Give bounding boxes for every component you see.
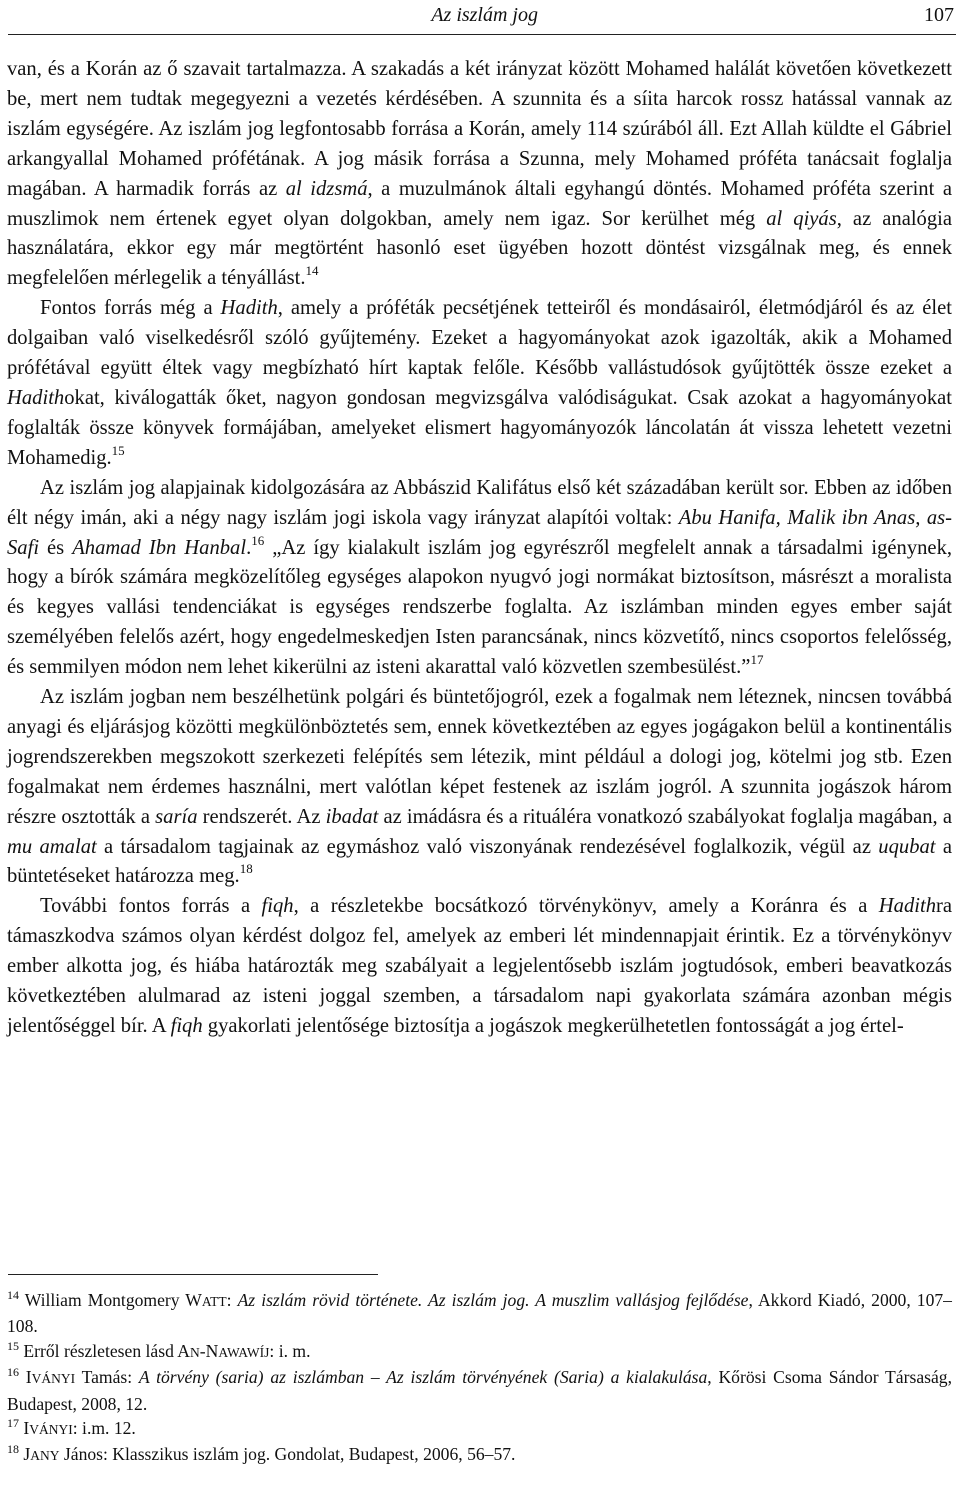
footnote-ref-15[interactable]: 15 <box>111 442 125 458</box>
page-header <box>8 0 956 35</box>
footnotes <box>7 1288 952 1469</box>
paragraph-3: Az iszlám jog alapjainak kidolgozására az Abbászid Kalifátus első két századában került sor. Ebben az időben élt négy imán, aki a négy nagy iszlám jogi iskola vagy irányzat alapítói voltak: Abu Hanifa, Malik ibn Anas, as-Safi és Ahamad Ibn Hanbal.$^{16}$ „Az így kialakult iszlám jog egyrészről megfelelt annak a társadalmi igénynek, hogy a bírók számára megközelítőleg egységes alapokon nyugvó jogi normákat biztosítson, másrészt a moralista és kegyes vallási tendenciákat is egységes rendszerbe foglalta. Az iszlámban minden egyes ember saját személyében felelős azért, hogy engedelmeskedjen Isten parancsának, nincs közvetítő, nincs csoportos felelősség, és semmilyen módon nem lehet kikerülni az isteni akarattal való közvetlen szembesülést.”$^{17}$ <box>7 476 953 679</box>
paragraph-1: van, és a Korán az ő szavait tartalmazza. A szakadás a két irányzat között Mohamed halálát követően következett be, mert nem tudtak megegyezni a vezetés kérdésében. A szunnita és a síita harcok rossz hatással vannak az iszlám egységére. Az iszlám jog legfontosabb forrása a Korán, amely 114 szúrából áll. Ezt Allah küldte el Gábriel arkangyallal Mohamed prófétának. A jog másik forrása a Szunna, mely Mohamed próféta tanácsait foglalja magában. A harmadik forrás az al idzsmá, a muzulmánok általi egyhangú döntés. Mohamed próféta szerint a muszlimok nem értenek egyet olyan dolgokban, amely nem igaz. Sor kerülhet még al qiyás, az analógia használatára, ekkor egy már megtörtént hasonló eset ügyében hozott döntést vizsgálnak meg, és ennek megfelelően mérlegelik a tényállást.$^{14}$ <box>7 58 953 290</box>
footnote-ref-18[interactable]: 18 <box>239 861 253 877</box>
body-text <box>7 55 952 1042</box>
footnote-15: $^{15}$ Erről részletesen lásd AN-NAWAWÍJ: i. m. <box>7 1338 311 1361</box>
footnote-14: $^{14}$ William Montgomery WATT: Az iszlám rövid története. Az iszlám jog. A muszlim vallásjog fejlődése, Akkord Kiadó, 2000, 107–108. <box>7 1288 952 1337</box>
paragraph-2: Fontos forrás még a Hadith, amely a próféták pecsétjének tetteiről és mondásairól, életmódjáról és az élet dolgaiban való viselkedésről szóló gyűjtemény. Ezeket a hagyományokat azok igazolták, akik a Mohamed prófétával együtt éltek vagy megbízható hírt kaptak felőle. Később vallástudósok gyűjtötték össze ezeket a Hadithokat, kiválogatták őket, nagyon gondosan megvizsgálva valódiságukat. Csak azokat a hagyományokat foglalták össze könyvek formájában, amelyeket elismert hagyományozók láncolatán át vissza lehetett vezetni Mohamedig.$^{15}$ <box>7 297 952 469</box>
footnote-ref-14[interactable]: 14 <box>305 263 319 279</box>
paragraph-4: Az iszlám jogban nem beszélhetünk polgári és büntetőjogról, ezek a fogalmak nem léteznek, nincsen továbbá anyagi és eljárásjog közötti megkülönböztetés sem, ennek következtében az egyes jogágakon belül a kontinentális jogrendszerekben megszokott szerkezeti felépítés sem létezik, mint például a dologi jog, kötelmi jog stb. Ezen fogalmakat nem érdemes használni, mert valótlan képet festenek az iszlám jogról. A szunnita jogászok három részre osztották a saría rendszerét. Az ibadat az imádásra és a rituáléra vonatkozó szabályokat foglalja magában, a mu amalat a társadalom tagjainak az egymáshoz való viszonyának rendezésével foglalkozik, végül az uqubat a büntetéseket határozza meg.$^{18}$ <box>7 686 952 888</box>
footnote-ref-16[interactable]: 16 <box>251 532 265 548</box>
footnote-18: $^{18}$ JANY János: Klasszikus iszlám jog. Gondolat, Budapest, 2006, 56–57. <box>7 1442 516 1465</box>
page-number: 107 <box>924 4 954 26</box>
footnote-17: $^{17}$ IVÁNYI: i.m. 12. <box>7 1416 136 1439</box>
footnote-ref-17[interactable]: 17 <box>750 652 764 668</box>
paragraph-5: További fontos forrás a fiqh, a részletekbe bocsátkozó törvénykönyv, amely a Koránra és a Hadithra támaszkodva számos olyan kérdést dolgoz fel, amelyek az emberi lét mindennapjait érintik. Ez a törvénykönyv ember alkotta jog, és hiába határozták meg szabályait a legjelentősebb iszlám jogtudósok, emberi beavatkozás következtében alulmarad az isteni joggal szemben, a társadalom napi gyakorlata számára azonban mégis jelentőséggel bír. A fiqh gyakorlati jelentősége biztosítja a jogászok megkerülhetetlen fontosságát a jog értel- <box>7 895 953 1037</box>
footnote-16: $^{16}$ IVÁNYI Tamás: A törvény (saria) az iszlámban – Az iszlám törvényének (Saria) a kialakulása, Kőrösi Csoma Sándor Társaság, Budapest, 2008, 12. <box>7 1365 952 1414</box>
running-title: Az iszlám jog <box>431 4 538 26</box>
footnote-divider <box>8 1274 378 1275</box>
